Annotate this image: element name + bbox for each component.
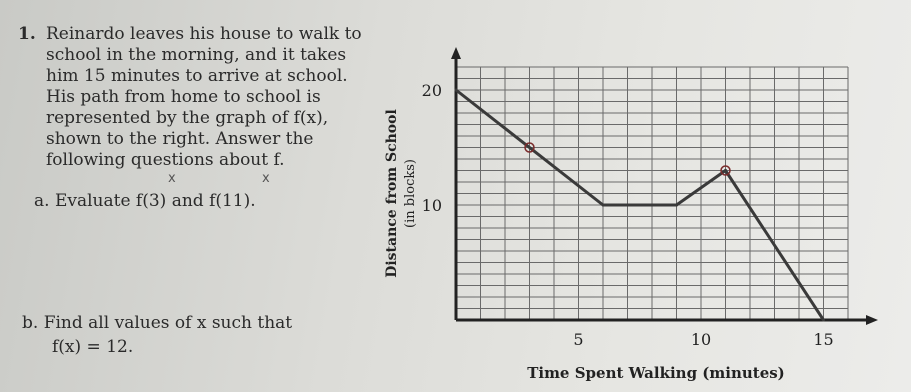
series-point [602, 204, 605, 207]
grid [456, 67, 848, 320]
series-point [675, 204, 678, 207]
problem-number: 1. [18, 24, 36, 44]
x-tick-label: 5 [573, 330, 584, 349]
y-axis-arrow [451, 47, 461, 59]
handwritten-mark: x [262, 171, 270, 186]
part-a-label: a. [34, 191, 50, 211]
problem-line: following questions about f. [46, 150, 285, 170]
series-point [455, 89, 458, 92]
part-b-line1: Find all values of x such that [43, 313, 293, 333]
y-tick-label: 20 [421, 81, 442, 100]
part-a-text: Evaluate f(3) and f(11). [54, 191, 256, 211]
part-b-line2: f(x) = 12. [52, 337, 134, 357]
axis-labels [384, 109, 785, 382]
y-tick-label: 10 [421, 196, 442, 215]
problem-line: His path from home to school is [46, 87, 321, 107]
y-axis-label: Distance from School [384, 109, 400, 278]
part-b-label: b. [22, 313, 39, 333]
problem-line: Reinardo leaves his house to walk to [46, 24, 362, 44]
y-axis-sublabel: (in blocks) [403, 159, 418, 228]
series-point [822, 319, 825, 322]
x-axis-arrow [866, 315, 878, 325]
series-point [724, 169, 727, 172]
x-tick-label: 15 [813, 330, 834, 349]
problem-line: represented by the graph of f(x), [46, 108, 329, 128]
axes [451, 47, 878, 325]
handwritten-mark: x [168, 171, 176, 186]
x-axis-label: Time Spent Walking (minutes) [527, 364, 785, 382]
problem-line: school in the morning, and it takes [46, 45, 347, 65]
x-tick-label: 10 [690, 330, 712, 349]
problem-line: him 15 minutes to arrive at school. [46, 66, 348, 86]
problem-line: shown to the right. Answer the [46, 129, 314, 149]
